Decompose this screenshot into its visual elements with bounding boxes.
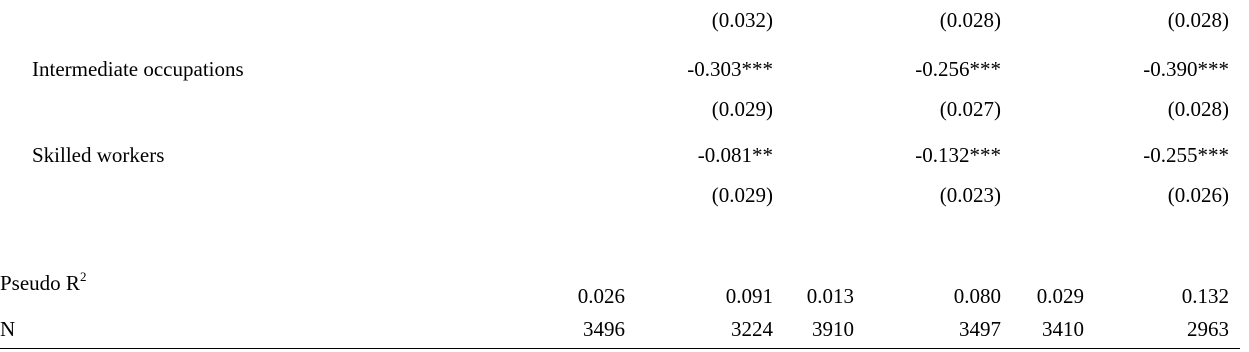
coef-cell: -0.132*** [915, 143, 1001, 167]
row-label: Skilled workers [32, 143, 165, 167]
coef-cell: -0.256*** [915, 57, 1001, 81]
stat-cell: 3496 [583, 317, 625, 341]
se-cell: (0.028) [1167, 97, 1229, 121]
se-cell: (0.028) [939, 8, 1001, 32]
se-cell: (0.026) [1167, 183, 1229, 207]
stat-cell: 3224 [731, 317, 773, 341]
se-cell: (0.032) [711, 8, 773, 32]
stat-cell: 0.026 [577, 284, 625, 308]
se-cell: (0.023) [939, 183, 1001, 207]
stat-label-pseudo-r2 [0, 271, 86, 295]
stat-cell: 0.013 [806, 284, 854, 308]
stat-cell: 0.080 [953, 284, 1001, 308]
row-label: Intermediate occupations [32, 57, 244, 81]
stat-cell: 0.132 [1181, 284, 1229, 308]
superscript: 2 [79, 269, 87, 284]
coef-cell: -0.255*** [1143, 143, 1229, 167]
stat-cell: 3910 [812, 317, 854, 341]
stat-label-text: Pseudo R [0, 271, 80, 295]
stat-label-n: N [0, 317, 16, 341]
coef-cell: -0.303*** [687, 57, 773, 81]
stat-cell: 2963 [1187, 317, 1229, 341]
stat-cell: 0.029 [1036, 284, 1084, 308]
coef-cell: -0.390*** [1143, 57, 1229, 81]
se-cell: (0.029) [711, 97, 773, 121]
se-cell: (0.027) [939, 97, 1001, 121]
stat-cell: 0.091 [725, 284, 773, 308]
coef-cell: -0.081** [697, 143, 773, 167]
stat-cell: 3497 [959, 317, 1001, 341]
se-cell: (0.028) [1167, 8, 1229, 32]
bottom-rule [0, 348, 1240, 349]
stat-cell: 3410 [1042, 317, 1084, 341]
se-cell: (0.029) [711, 183, 773, 207]
